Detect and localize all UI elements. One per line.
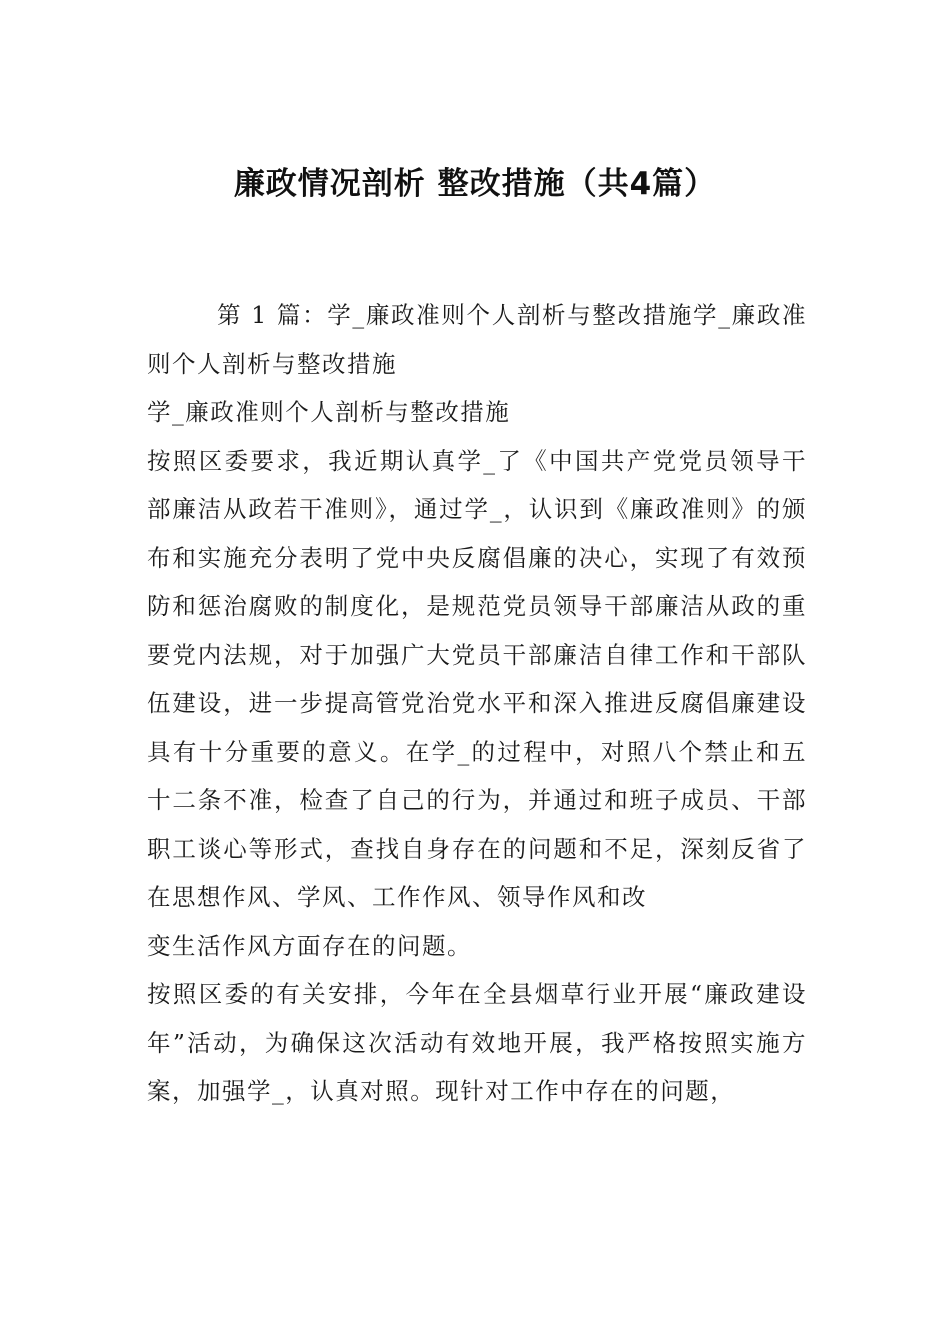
section-subtitle: 学_廉政准则个人剖析与整改措施 [147, 398, 511, 426]
body-paragraph: 变生活作风方面存在的问题。 [147, 931, 472, 960]
document-title: 廉政情况剖析 整改措施（共4篇） [233, 166, 717, 202]
body-paragraph: 按照区委要求，我近期认真学_了《中国共产党党员领导干部廉洁从政若干准则》，通过学_，认识到《廉政准则》的颁布和实施充分表明了党中央反腐倡廉的决心，实现了有效预防和惩治腐败的制度化，是规范党员领导干部廉洁从政的重要党内法规，对于加强广大党员干部廉洁自律工作和干部队伍建设，进一步提高管党治党水平和深入推进反腐倡廉建设具有十分重要的意义。在学_的过程中，对照八个禁止和五十二条不准，检查了自己的行为，并通过和班子成员、干部职工谈心等形式，查找自身存在的问题和不足，深刻反省了在思想作风、学风、工作作风、领导作风和改 [147, 446, 807, 911]
document-body [147, 291, 807, 1116]
body-paragraph: 按照区委的有关安排，今年在全县烟草行业开展“廉政建设年”活动，为确保这次活动有效地开展，我严格按照实施方案，加强学_，认真对照。现针对工作中存在的问题， [147, 980, 807, 1105]
section-heading: 第 1 篇：学_廉政准则个人剖析与整改措施学_廉政准则个人剖析与整改措施 [147, 301, 807, 378]
